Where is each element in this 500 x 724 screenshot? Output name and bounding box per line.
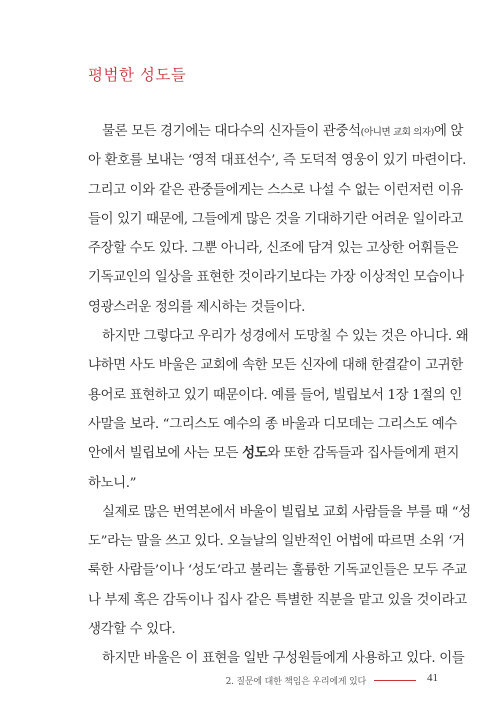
paragraph-line: 그리고 이와 같은 관중들에게는 스스로 나설 수 없는 이런저런 이유: [88, 182, 463, 198]
page-number: 41: [427, 672, 438, 684]
paragraph-line: 안에서 빌립보에 사는 모든 성도와 또한 감독들과 집사들에게 편지: [88, 445, 460, 462]
paragraph-line: 하지만 그렇다고 우리가 성경에서 도망칠 수 있는 것은 아니다. 왜: [102, 329, 469, 345]
paragraph-line: 들이 있기 때문에, 그들에게 많은 것을 기대하기란 어려운 일이라고: [88, 211, 463, 227]
running-footer-chapter: 2. 질문에 대한 책임은 우리에게 있다: [225, 677, 366, 687]
paragraph-line: 아 환호를 보내는 ‘영적 대표선수’, 즉 도덕적 영웅이 있기 마련이다.: [88, 153, 467, 169]
paragraph-line: 물론 모든 경기에는 대다수의 신자들이 관중석(아니면 교회 의자)에 앉: [102, 124, 464, 139]
paragraph-line: 생각할 수 있다.: [88, 622, 176, 638]
paragraph-line: 용어로 표현하고 있기 때문이다. 예를 들어, 빌립보서 1장 1절의 인: [88, 387, 462, 403]
paragraph-line: 기독교인의 일상을 표현한 것이라기보다는 가장 이상적인 모습이나: [88, 270, 464, 286]
paragraph-line: 사말을 보라. “그리스도 예수의 종 바울과 디모데는 그리스도 예수: [88, 416, 457, 432]
section-title: 평범한 성도들: [88, 66, 187, 84]
paragraph-line: 나 부제 혹은 감독이나 집사 같은 특별한 직분을 맡고 있을 것이라고: [88, 592, 467, 608]
emphasized-word: 성도: [242, 445, 268, 462]
paragraph-line: 영광스러운 정의를 제시하는 것들이다.: [88, 299, 305, 315]
paragraph-line: 냐하면 사도 바울은 교회에 속한 모든 신자에 대해 한결같이 고귀한: [88, 358, 463, 374]
parenthetical-note: (아니면 교회 의자): [360, 127, 434, 138]
paragraph-line: 하지만 바울은 이 표현을 일반 구성원들에게 사용하고 있다. 이들: [102, 651, 465, 667]
paragraph-line: 도”라는 말을 쓰고 있다. 오늘날의 일반적인 어법에 따르면 소위 ‘거: [88, 534, 465, 550]
paragraph-line: 룩한 사람들’이나 ‘성도’라고 불리는 훌륭한 기독교인들은 모두 주교: [88, 563, 467, 579]
paragraph-line: 실제로 많은 번역본에서 바울이 빌립보 교회 사람들을 부를 때 “성: [102, 504, 471, 520]
page-footer: [200, 672, 440, 688]
body-text: [88, 117, 471, 674]
paragraph-line: 주장할 수도 있다. 그뿐 아니라, 신조에 담겨 있는 고상한 어휘들은: [88, 241, 459, 257]
footer-divider: [374, 680, 416, 681]
paragraph-line: 하노니.”: [88, 475, 137, 491]
